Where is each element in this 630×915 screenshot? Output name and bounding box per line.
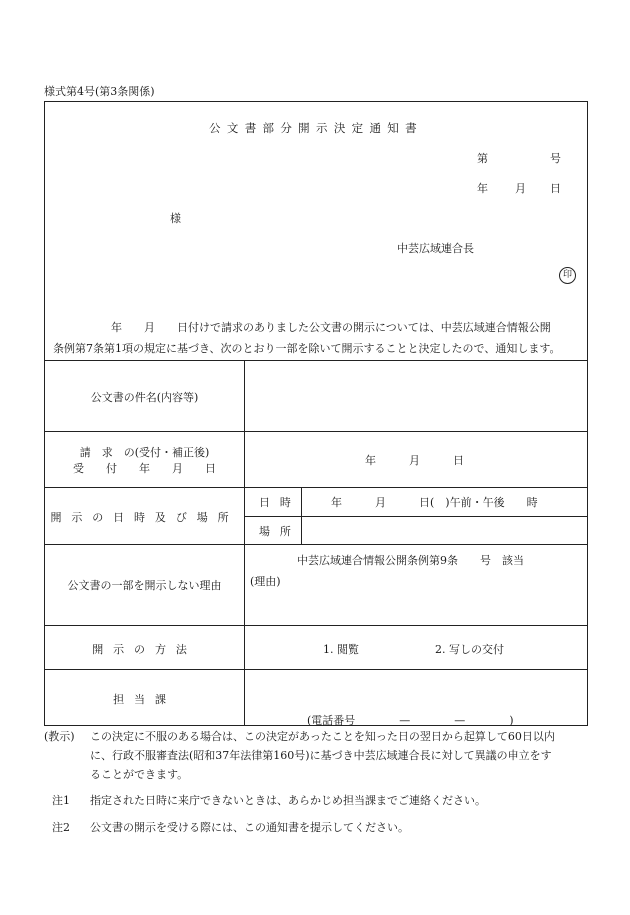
note2-text: 公文書の開示を受ける際には、この通知書を提示してください。 [90, 821, 409, 834]
request-date-value: 年 月 日 [365, 454, 464, 467]
charge-label: 担当課 [113, 693, 176, 706]
body-text-line2: 条例第7条第1項の規定に基づき、次のとおり一部を除いて開示することと決定したので、通知します。 [53, 342, 561, 355]
subject-label: 公文書の件名(内容等) [90, 391, 199, 404]
method-option-copy: 2. 写しの交付 [435, 643, 504, 656]
reason-clause: 中芸広域連合情報公開条例第9条 号 該当 [297, 554, 524, 567]
teaching-text-line3: ることができます。 [90, 768, 189, 781]
request-label-line1: 請 求 の(受付・補正後) [79, 446, 210, 459]
phone-number-label: (電話番号 — — ) [307, 714, 514, 727]
row-divider [45, 544, 587, 545]
reason-sub-label: (理由) [250, 575, 281, 588]
request-label-line2: 受 付 年 月 日 [73, 462, 216, 475]
method-option-view: 1. 閲覧 [323, 643, 359, 656]
disclosure-label: 開示の日時及び場所 [50, 511, 239, 524]
number-suffix: 号 [550, 152, 561, 165]
number-prefix: 第 [477, 152, 488, 165]
row-divider [45, 625, 587, 626]
notice-form [44, 101, 588, 726]
row-divider [45, 431, 587, 432]
reason-label: 公文書の一部を開示しない理由 [67, 579, 222, 592]
teaching-text-line2: に、行政不服審査法(昭和37年法律第160号)に基づき中芸広域連合長に対して異議の申立をす [90, 749, 552, 762]
teaching-label: (教示) [44, 730, 75, 743]
issue-date-day: 日 [550, 182, 561, 195]
issue-date-month: 月 [515, 182, 526, 195]
note2-label: 注2 [52, 821, 70, 834]
place-label: 場所 [259, 525, 301, 538]
teaching-text-line1: この決定に不服のある場合は、この決定があったことを知った日の翌日から起算して60日以内 [90, 730, 555, 743]
subrow-divider [244, 516, 587, 517]
note1-text: 指定された日時に来庁できないときは、あらかじめ担当課までご連絡ください。 [90, 794, 486, 807]
notice-title: 公文書部分開示決定通知書 [209, 121, 423, 135]
body-text-line1: 年 月 日付けで請求のありました公文書の開示については、中芸広域連合情報公開 [111, 321, 551, 334]
issuer-name: 中芸広域連合長 [397, 242, 474, 255]
subcolumn-divider [301, 487, 302, 544]
table-top-border [45, 360, 587, 361]
seal-stamp: 印 [559, 267, 576, 284]
datetime-value: 年 月 日( )午前・午後 時 [331, 496, 538, 509]
form-number-label: 様式第4号(第3条関係) [44, 85, 155, 98]
column-divider [244, 360, 245, 726]
row-divider [45, 487, 587, 488]
method-label: 開示の方法 [92, 643, 197, 656]
note1-label: 注1 [52, 794, 70, 807]
datetime-label: 日時 [259, 496, 301, 509]
issue-date-year: 年 [477, 182, 488, 195]
recipient-honorific: 様 [170, 212, 181, 225]
row-divider [45, 669, 587, 670]
